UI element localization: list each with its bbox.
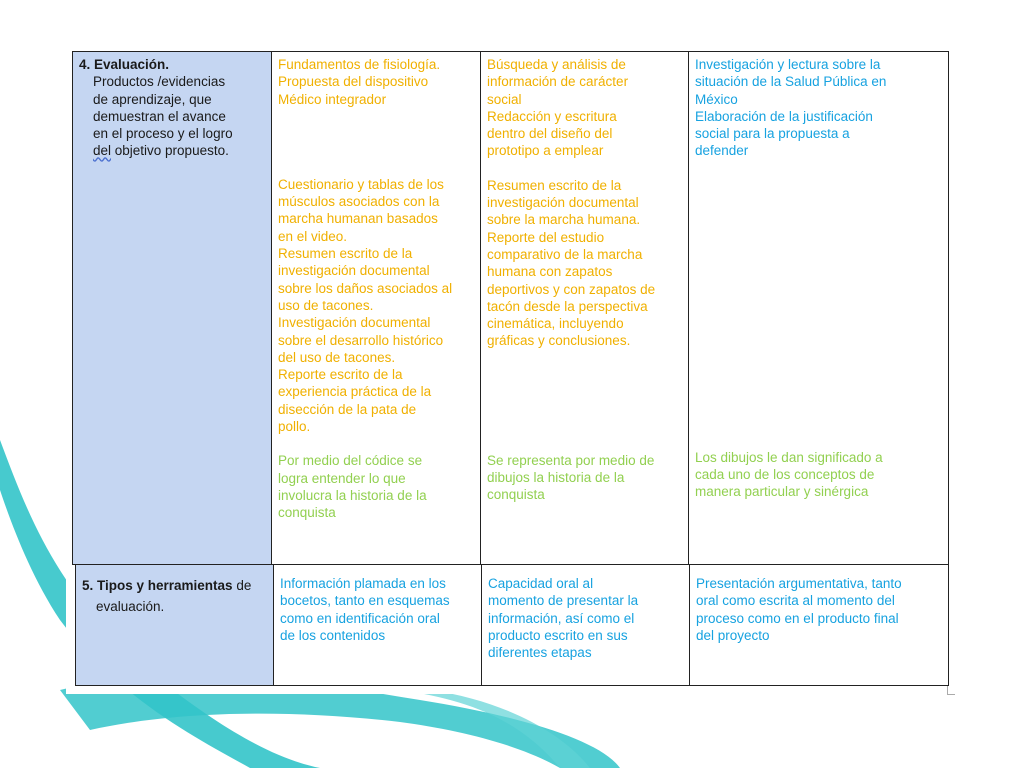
s5-col3-line: del proyecto [696,627,770,643]
s5-col2-line: información, así como el [488,610,635,626]
col3-footer-line: Los dibujos le dan significado a [695,449,883,465]
section4-col2 [481,52,689,565]
col2-product-line: Resumen escrito de la [487,177,622,193]
col1-product-line: Reporte escrito de la [278,367,403,383]
section4-desc-line: en el proceso y el logro [93,126,233,142]
section4-desc-line: de aprendizaje, que [93,91,212,107]
section4-label-cell [73,52,272,565]
section5-title: 5. Tipos y herramientas [82,578,233,593]
section5-col1 [274,565,482,686]
col2-product-line: humana con zapatos [487,264,613,280]
section4-title: 4. Evaluación. [79,57,170,72]
s5-col3-line: Presentación argumentativa, tanto [696,576,902,591]
col3-heading-line: Elaboración de la justificación [695,108,873,124]
section4-col3 [689,52,949,565]
col1-product-line: disección de la pata de [278,401,417,417]
col2-product-line: deportivos y con zapatos de [487,281,656,297]
s5-col2-line: diferentes etapas [488,645,592,661]
col1-product-line: Cuestionario y tablas de los [278,176,444,192]
col1-heading-line: Fundamentos de fisiología. [278,57,441,72]
col1-product-line: sobre los daños asociados al [278,280,453,296]
col2-heading-line: información de carácter [487,74,629,90]
col1-product-line: marcha humanan basados [278,211,438,227]
tools-table [75,564,949,686]
col3-heading-line: situación de la Salud Pública en [695,74,887,90]
section4-desc-line: Productos /evidencias [93,74,226,90]
s5-col1-line: Información plamada en los [280,576,446,591]
col2-heading-line: social [487,91,522,107]
s5-col1-line: como en identificación oral [280,610,440,626]
section5-col2 [482,565,690,686]
col3-heading-line: social para la propuesta a [695,126,850,142]
s5-col3-line: oral como escrita al momento del [696,593,895,609]
col3-footer-line: cada uno de los conceptos de [695,467,875,483]
col2-product-line: tacón desde la perspectiva [487,298,648,314]
col1-product-line: del uso de tacones. [278,349,396,365]
s5-col2-line: producto escrito en sus [488,627,628,643]
section5-col3 [690,565,949,686]
col2-heading-line: prototipo a emplear [487,143,604,159]
s5-col3-line: proceso como en el producto final [696,610,899,626]
col1-footer-line: logra entender lo que [278,470,406,486]
section5-title-line [82,577,267,594]
col1-footer-line: Por medio del códice se [278,453,423,469]
col2-footer-line: Se representa por medio de [487,452,655,468]
section4-desc-line: demuestran el avance [93,108,226,124]
s5-col1-line: bocetos, tanto en esquemas [280,593,450,609]
col1-product-line: pollo. [278,419,311,435]
col1-footer-line: involucra la historia de la [278,487,427,503]
col1-product-line: uso de tacones. [278,297,374,313]
col2-heading-line: dentro del diseño del [487,126,613,142]
section5-title-line2: evaluación. [96,599,165,615]
section4-del-word: del [93,143,112,159]
col3-heading-line: defender [695,143,749,159]
s5-col1-line: de los contenidos [280,627,386,643]
col1-product-line: Resumen escrito de la [278,246,413,262]
col1-heading-line: Médico integrador [278,91,387,107]
col2-product-line: Reporte del estudio [487,229,605,245]
section5-label-cell [76,565,274,686]
col3-heading-line: México [695,91,738,107]
col1-footer-line: conquista [278,505,336,521]
col3-footer-line: manera particular y sinérgica [695,484,869,500]
col1-product-line: experiencia práctica de la [278,384,432,400]
section4-col1 [272,52,481,565]
col2-product-line: cinemática, incluyendo [487,316,624,332]
col2-product-line: sobre la marcha humana. [487,212,641,228]
col1-product-line: Investigación documental [278,315,431,331]
col2-heading-line: Búsqueda y análisis de [487,57,626,72]
col2-product-line: comparativo de la marcha [487,246,643,262]
col2-footer-line: dibujos la historia de la [487,470,625,486]
section4-desc-rest: objetivo propuesto. [111,143,229,159]
col1-product-line: sobre el desarrollo histórico [278,332,444,348]
col1-heading-line: Propuesta del dispositivo [278,74,429,90]
evaluation-table [72,51,949,565]
col3-heading-line: Investigación y lectura sobre la [695,57,881,72]
col1-product-line: músculos asociados con la [278,194,440,210]
col2-heading-line: Redacción y escritura [487,108,617,124]
section4-desc-line-last [79,142,265,159]
s5-col2-line: momento de presentar la [488,593,639,609]
col2-product-line: investigación documental [487,195,639,211]
paragraph-mark [947,686,955,695]
col1-product-line: en el video. [278,228,348,244]
col2-product-line: gráficas y conclusiones. [487,333,631,349]
s5-col2-line: Capacidad oral al [488,576,594,591]
col1-product-line: investigación documental [278,263,430,279]
section5-title-after: de [232,578,252,593]
col2-footer-line: conquista [487,487,545,503]
